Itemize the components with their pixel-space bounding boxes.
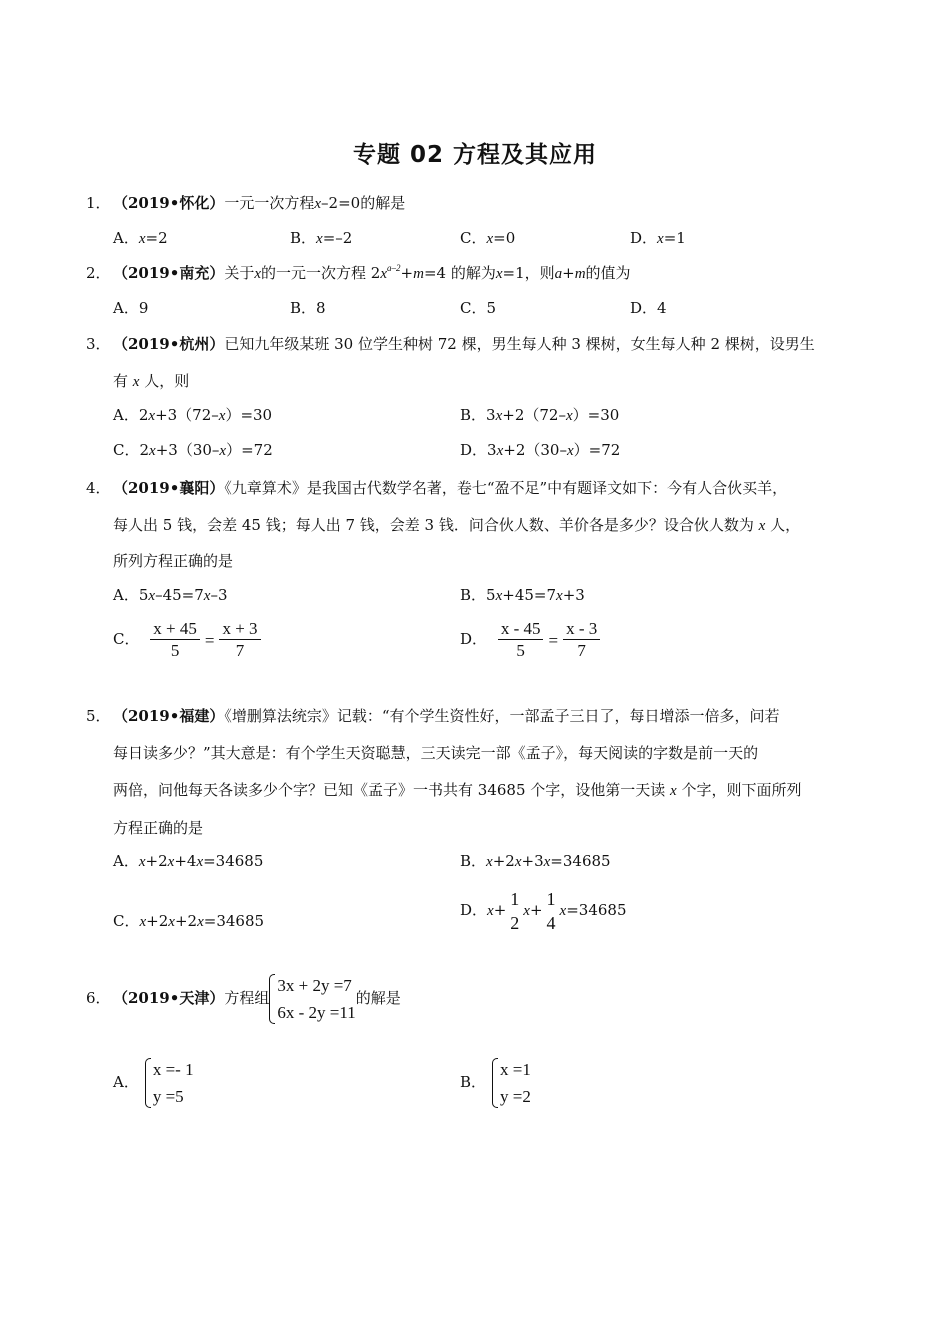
equation-row: 3x + 2y =7 [277,976,352,995]
option-b [290,228,352,249]
variable: x [657,231,664,247]
variable: x [496,443,504,459]
option-label: D． [630,299,658,317]
option-label: A． [113,406,139,424]
option-d [630,298,667,318]
variable: x [495,588,503,604]
equation-row: x =- 1 [152,1060,194,1079]
variable: x [167,854,175,870]
variable: x [556,588,563,604]
option-label: D． [460,630,488,648]
option-value: +2 [174,912,198,930]
option-label: B． [460,586,487,604]
option-label: B． [460,406,487,424]
option-value: +3 [521,852,544,870]
question-number: 4． [86,479,111,497]
option-d [460,884,627,937]
option-value: =1 [663,229,686,247]
question-stem-equation: –2=0 [321,194,361,212]
exponent: a–2 [387,263,401,273]
option-c [460,228,515,249]
question-source: （2019•福建） [113,707,225,725]
option-label: C． [113,630,140,648]
variable: x [148,588,156,604]
option-a [113,298,148,318]
option-label: D． [630,229,658,247]
question-stem: 一元一次方程 [224,194,315,212]
variable: x [495,266,503,282]
numerator: 1 [510,889,520,909]
variable: x [487,903,494,919]
question-stem: 的值为 [585,264,631,282]
option-c [113,440,273,461]
question-stem: 《九章算术》是我国古代数学名著，卷七“盈不足”中有题译文如下：今有人合伙买羊， [224,479,788,497]
option-value: 5 [138,586,149,604]
numerator: 1 [546,889,556,909]
question-stem: 人，则 [144,372,190,390]
equation-row: x =1 [500,1060,531,1079]
option-b [290,298,326,318]
option-value: –3 [210,586,228,604]
option-value: =34685 [203,852,264,870]
option-c [113,617,263,663]
question-source: （2019•怀化） [113,194,225,212]
variable: a [554,266,563,282]
option-value: +3（30– [155,441,220,459]
variable: x [543,854,551,870]
question-4-continued: 所列方程正确的是 [113,552,234,570]
variable: x [219,443,227,459]
option-value: 4 [657,299,667,317]
question-stem: 已知九年级某班 30 位学生种树 72 棵，男生每人种 3 棵树，女生每人种 2 棵树，设男生 [224,335,815,353]
option-value: 5 [486,299,497,317]
option-label: B． [290,299,317,317]
option-label: A． [113,852,139,870]
question-number: 5． [86,707,111,725]
option-d [460,617,602,663]
option-value: ）=30 [572,406,620,424]
question-stem: 每人出 5 钱，会差 45 钱；每人出 7 钱，会差 3 钱．问合伙人数、羊价各是多少？设合伙人数为 [113,516,754,534]
option-b [460,1052,531,1112]
option-value: +2 [146,912,169,930]
option-label: A． [113,1073,139,1091]
question-stem: 有 [113,372,129,390]
equation-system [269,972,355,1026]
option-value: +3（72– [155,406,219,424]
denominator: 7 [563,639,600,662]
question-stem: =1，则 [502,264,555,282]
option-value: 2 [138,406,149,424]
equation-system [492,1056,531,1110]
option-value: +2（30– [503,441,567,459]
question-stem: 个字，则下面所列 [681,781,802,799]
question-source: （2019•天津） [113,989,225,1007]
question-5-continued: 每日读多少？”其大意是：有个学生天资聪慧，三天读完一部《孟子》，每天阅读的字数是前一天的 [113,744,759,762]
question-stem-end: 的解是 [360,194,406,212]
option-value: +2（72– [502,406,566,424]
option-value: 8 [316,299,326,317]
variable: m [413,266,424,282]
option-a [113,585,227,606]
question-stem: 方程组 [224,989,270,1007]
question-5-continued: 方程正确的是 [113,819,204,837]
plus-sign: + [493,901,507,919]
question-3 [86,334,815,354]
variable: x [148,408,156,424]
fraction [219,619,260,662]
variable: x [138,231,146,247]
variable: x [254,266,262,282]
variable: x [559,903,567,919]
question-5 [86,706,780,726]
question-stem: 关于 [224,264,255,282]
question-stem: 人， [770,516,801,534]
denominator: 7 [219,639,260,662]
question-stem: + [562,264,575,282]
option-a [113,851,263,872]
denominator: 2 [510,913,520,933]
question-stem: 的一元一次方程 2 [261,264,381,282]
numerator: x + 3 [222,618,258,638]
fraction [544,887,559,935]
option-a [113,405,272,426]
fraction [563,619,600,662]
denominator: 5 [498,639,544,662]
numerator: x + 45 [153,618,197,638]
question-2 [86,263,631,284]
question-4 [86,478,787,498]
page-title: 专题 02 方程及其应用 [352,142,598,168]
variable: x [218,408,226,424]
option-value: =34685 [203,912,265,930]
question-source: （2019•襄阳） [113,479,225,497]
option-label: A． [113,229,139,247]
variable: x [149,443,156,459]
option-label: D． [460,901,488,919]
question-number: 3． [86,335,111,353]
variable: x [486,854,493,870]
equation-row: y =5 [152,1087,184,1106]
option-b [460,585,585,606]
question-3-continued [113,371,189,392]
question-stem: 两倍，问他每天各读多少个字？已知《孟子》一书共有 34685 个字，设他第一天读 [113,781,666,799]
variable: x [670,783,677,799]
denominator: 4 [546,913,556,933]
variable: x [316,231,323,247]
option-label: B． [460,852,487,870]
question-stem: 的解是 [355,989,401,1007]
option-value: =2 [145,229,168,247]
equals-sign: = [548,630,559,650]
variable: x [314,196,322,212]
question-stem: + [400,264,414,282]
option-label: B． [460,1073,487,1091]
fraction [507,887,522,935]
fraction [498,619,544,662]
option-value: =34685 [566,901,627,919]
equation-row: 6x - 2y =11 [277,1003,356,1022]
question-4-continued [113,515,800,536]
option-value: ）=72 [573,441,621,459]
option-b [460,405,619,426]
equals-sign: = [204,630,215,650]
brace [145,1058,151,1108]
variable: x [380,266,388,282]
option-value: +2 [145,852,168,870]
option-value: ）=72 [226,441,273,459]
option-value: =0 [493,229,516,247]
option-c [460,298,496,318]
option-label: C． [113,912,140,930]
plus-sign: + [529,901,543,919]
option-value: +4 [174,852,197,870]
option-value: 2 [139,441,150,459]
question-1 [86,193,405,214]
question-stem: 《增删算法统宗》记载：“有个学生资性好，一部孟子三日了，每日增添一倍多，问若 [224,707,780,725]
variable: x [203,588,211,604]
denominator: 5 [150,639,200,662]
variable: x [495,408,503,424]
variable: m [574,266,586,282]
variable: x [139,914,147,930]
option-d [630,228,686,249]
question-source: （2019•南充） [113,264,225,282]
option-value: =34685 [550,852,611,870]
numerator: x - 45 [500,618,541,638]
option-value: 5 [486,586,496,604]
question-5-continued [113,780,802,801]
option-c [113,911,264,932]
option-label: A． [113,299,139,317]
variable: x [138,854,146,870]
option-value: +45=7 [502,586,557,604]
question-6 [86,968,401,1028]
question-number: 1． [86,194,111,212]
option-label: B． [290,229,317,247]
option-value: –45=7 [155,586,204,604]
option-value: +3 [562,586,585,604]
variable: x [514,854,522,870]
fraction [150,619,200,662]
equation-system [145,1056,194,1110]
question-source: （2019•杭州） [113,335,225,353]
option-a [113,1052,194,1112]
numerator: x - 3 [566,618,598,638]
variable: x [566,443,574,459]
option-value: +2 [492,852,515,870]
variable: x [197,914,204,930]
option-label: C． [460,299,487,317]
variable: x [196,854,204,870]
option-value: 3 [487,441,497,459]
option-value: =–2 [322,229,353,247]
option-value: ）=30 [225,406,273,424]
option-a [113,228,168,249]
variable: x [168,914,175,930]
brace [269,974,275,1024]
variable: x [758,518,766,534]
option-label: C． [113,441,140,459]
option-label: C． [460,229,487,247]
option-d [460,440,620,461]
brace [492,1058,498,1108]
equation-row: y =2 [500,1087,531,1106]
variable: x [486,231,494,247]
question-number: 6． [86,989,111,1007]
option-label: D． [460,441,488,459]
question-number: 2． [86,264,111,282]
variable: x [523,903,530,919]
option-value: 9 [138,299,149,317]
variable: x [132,374,140,390]
variable: x [565,408,573,424]
option-value: 3 [486,406,496,424]
option-b [460,851,611,872]
question-stem: =4 的解为 [423,264,496,282]
option-label: A． [113,586,139,604]
